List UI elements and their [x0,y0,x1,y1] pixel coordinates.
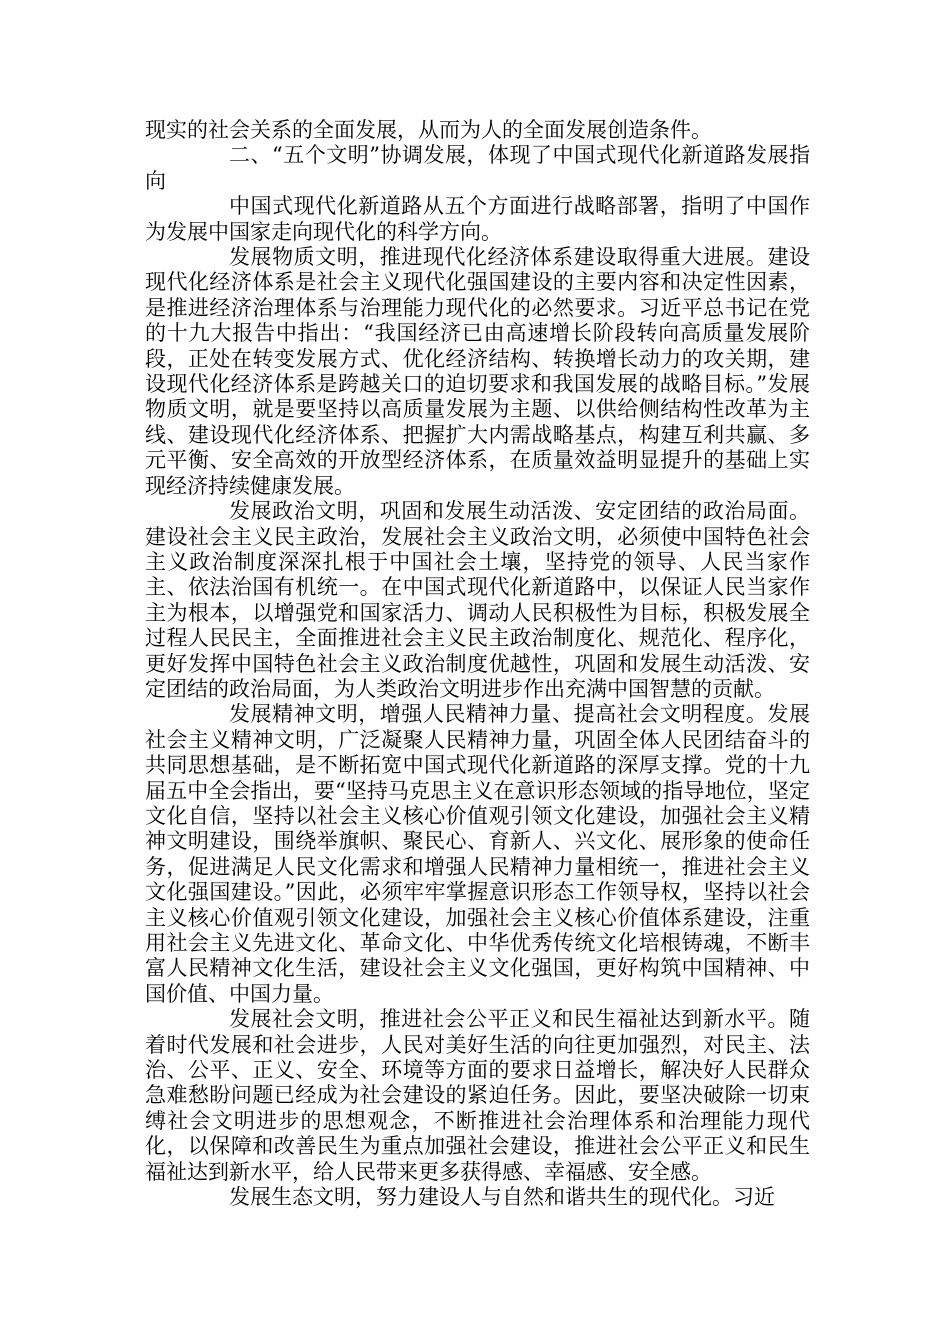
document-body [145,118,810,1210]
paragraph-ecological-civilization: 发展生态文明，努力建设人与自然和谐共生的现代化。习近 [229,1185,775,1210]
paragraph-spiritual-civilization: 发展精神文明，增强人民精神力量、提高社会文明程度。发展社会主义精神文明，广泛凝聚人民精神力量，巩固全体人民团结奋斗的共同思想基础，是不断拓宽中国式现代化新道路的深厚支撑。党的十九届五中全会指出，要“坚持马克思主义在意识形态领域的指导地位，坚定文化自信，坚持以社会主义核心价值观引领文化建设，加强社会主义精神文明建设，围绕举旗帜、聚民心、育新人、兴文化、展形象的使命任务，促进满足人民文化需求和增强人民精神力量相统一，推进社会主义文化强国建设。”因此，必须牢牢掌握意识形态工作领导权，坚持以社会主义核心价值观引领文化建设，加强社会主义核心价值体系建设，注重用社会主义先进文化、革命文化、中华优秀传统文化培根铸魂，不断丰富人民精神文化生活，建设社会主义文化强国，更好构筑中国精神、中国价值、中国力量。 [145,702,810,1006]
paragraph-social-civilization: 发展社会文明，推进社会公平正义和民生福祉达到新水平。随着时代发展和社会进步，人民对美好生活的向往更加强烈，对民主、法治、公平、正义、安全、环境等方面的要求日益增长，解决好人民群众急难愁盼问题已经成为社会建设的紧迫任务。因此，要坚决破除一切束缚社会文明进步的思想观念，不断推进社会治理体系和治理能力现代化，以保障和改善民生为重点加强社会建设，推进社会公平正义和民生福祉达到新水平，给人民带来更多获得感、幸福感、安全感。 [145,1007,810,1184]
paragraph-intro: 中国式现代化新道路从五个方面进行战略部署，指明了中国作为发展中国家走向现代化的科学方向。 [145,194,810,244]
paragraph-political-civilization: 发展政治文明，巩固和发展生动活泼、安定团结的政治局面。建设社会主义民主政治，发展社会主义政治文明，必须使中国特色社会主义政治制度深深扎根于中国社会土壤，坚持党的领导、人民当家作主、依法治国有机统一。在中国式现代化新道路中，以保证人民当家作主为根本，以增强党和国家活力、调动人民积极性为目标，积极发展全过程人民民主，全面推进社会主义民主政治制度化、规范化、程序化，更好发挥中国特色社会主义政治制度优越性，巩固和发展生动活泼、安定团结的政治局面，为人类政治文明进步作出充满中国智慧的贡献。 [145,499,810,701]
paragraph-material-civilization: 发展物质文明，推进现代化经济体系建设取得重大进展。建设现代化经济体系是社会主义现代化强国建设的主要内容和决定性因素，是推进经济治理体系与治理能力现代化的必然要求。习近平总书记在党的十九大报告中指出：“我国经济已由高速增长阶段转向高质量发展阶段，正处在转变发展方式、优化经济结构、转换增长动力的攻关期，建设现代化经济体系是跨越关口的迫切要求和我国发展的战略目标。”发展物质文明，就是要坚持以高质量发展为主题、以供给侧结构性改革为主线、建设现代化经济体系、把握扩大内需战略基点，构建互利共赢、多元平衡、安全高效的开放型经济体系，在质量效益明显提升的基础上实现经济持续健康发展。 [145,245,810,498]
section-heading: 二、“五个文明”协调发展，体现了中国式现代化新道路发展指向 [145,143,810,193]
paragraph-continuation: 现实的社会关系的全面发展，从而为人的全面发展创造条件。 [145,118,712,142]
